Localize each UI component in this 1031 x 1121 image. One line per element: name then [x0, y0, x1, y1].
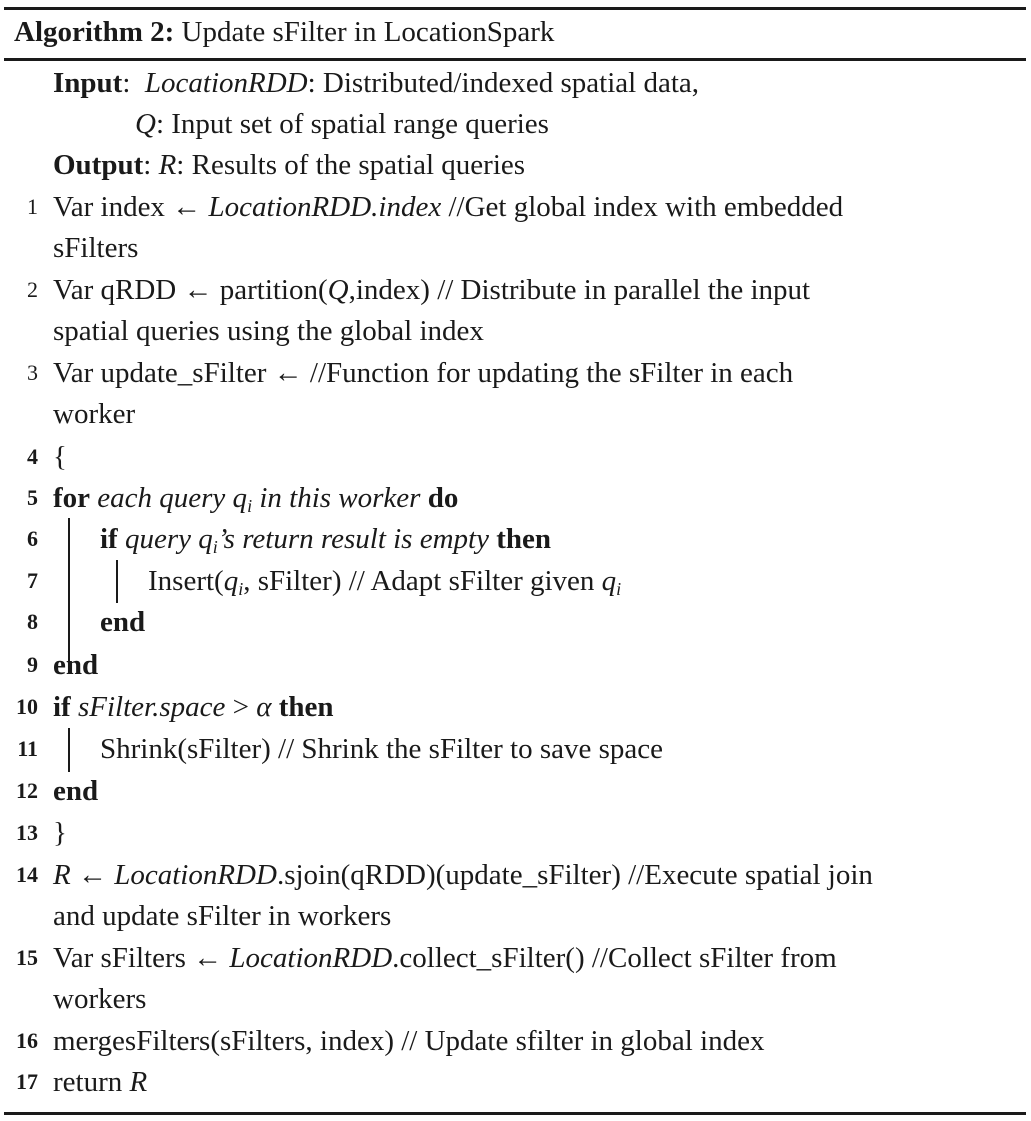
- code-line-15-cont: workers: [53, 983, 147, 1015]
- keyword-then: then: [271, 691, 334, 723]
- line-number: 9: [27, 652, 38, 677]
- code-text: return: [53, 1066, 130, 1098]
- code-italic: R: [53, 859, 71, 891]
- keyword-for: for: [53, 482, 91, 514]
- line-number: 8: [27, 609, 38, 634]
- code-line-15: [53, 941, 837, 975]
- top-rule: [4, 7, 1026, 10]
- algorithm-label: Algorithm 2:: [14, 16, 175, 48]
- code-text: >: [225, 691, 257, 723]
- line-number: 6: [27, 526, 38, 551]
- code-comment: , sFilter) // Adapt sFilter given: [243, 565, 602, 597]
- input-line: Input: LocationRDD: Distributed/indexed spatial data,: [53, 67, 700, 99]
- code-line-14-cont: and update sFilter in workers: [53, 900, 392, 932]
- line-number: 15: [16, 945, 38, 970]
- code-italic: LocationRDD.index: [208, 191, 442, 223]
- line-number: 5: [27, 485, 38, 510]
- code-line-2-cont: spatial queries using the global index: [53, 315, 484, 347]
- code-comment: .sjoin(qRDD)(update_sFilter) //Execute spatial join: [276, 859, 873, 891]
- code-italic: LocationRDD: [229, 942, 393, 974]
- code-comment: //Get global index with embedded: [441, 191, 844, 223]
- code-line-2: [53, 273, 810, 307]
- code-line-16: mergesFilters(sFilters, index) // Update sfilter in global index: [53, 1025, 765, 1057]
- algorithm-title: [14, 15, 554, 49]
- code-italic: ’s return result is empty: [217, 523, 497, 555]
- code-line-7: [148, 564, 621, 598]
- bottom-rule: [4, 1112, 1026, 1115]
- code-line-1-cont: sFilters: [53, 232, 139, 264]
- code-line-10: [53, 690, 334, 724]
- algorithm-name: Update sFilter in LocationSpark: [181, 16, 555, 48]
- code-italic: q: [223, 565, 239, 597]
- output-var-r: R: [158, 149, 177, 181]
- input-desc-1: : Distributed/indexed spatial data,: [307, 67, 700, 99]
- code-line-12: end: [53, 775, 99, 807]
- line-number: 11: [17, 736, 38, 761]
- keyword-then: then: [496, 523, 552, 555]
- subscript: i: [247, 496, 253, 516]
- code-line-3-cont: worker: [53, 398, 136, 430]
- line-number: 3: [27, 360, 38, 385]
- code-line-5: [53, 481, 458, 515]
- code-line-9: end: [53, 649, 99, 681]
- code-italic: Q: [327, 274, 349, 306]
- code-line-4: {: [53, 441, 67, 473]
- line-number: 12: [16, 778, 38, 803]
- code-comment: .collect_sFilter() //Collect sFilter from: [392, 942, 837, 974]
- code-italic: sFilter.space: [70, 691, 226, 723]
- keyword-if: if: [53, 691, 71, 723]
- input-var-q: Q: [135, 108, 156, 140]
- code-text: Var sFilters ←: [53, 942, 230, 974]
- keyword-do: do: [427, 482, 459, 514]
- alpha-symbol: α: [256, 691, 272, 723]
- line-number: 16: [16, 1028, 38, 1053]
- subscript: i: [212, 537, 218, 557]
- loop-block-bar: [68, 518, 70, 663]
- code-line-11: Shrink(sFilter) // Shrink the sFilter to save space: [100, 733, 664, 765]
- input-line-2: [135, 107, 549, 141]
- line-number: 10: [16, 694, 38, 719]
- output-line: Output: R: Results of the spatial queries: [53, 149, 526, 181]
- code-line-8: end: [100, 606, 146, 638]
- code-line-6: [100, 522, 551, 556]
- code-text: ←: [70, 859, 115, 891]
- line-number: 14: [16, 862, 38, 887]
- code-line-3: Var update_sFilter ← //Function for updating the sFilter in each: [53, 357, 794, 389]
- line-number: 13: [16, 820, 38, 845]
- input-label: Input: [53, 67, 123, 99]
- code-comment: ,index) // Distribute in parallel the input: [348, 274, 811, 306]
- code-italic: LocationRDD: [114, 859, 277, 891]
- keyword-if: if: [100, 523, 118, 555]
- code-line-1: [53, 190, 843, 224]
- output-label: Output: [53, 149, 144, 181]
- code-text: Insert(: [148, 565, 224, 597]
- input-desc-2: : Input set of spatial range queries: [155, 108, 549, 140]
- output-desc: : Results of the spatial queries: [176, 149, 526, 181]
- code-italic: each query q: [90, 482, 248, 514]
- code-italic: in this worker: [252, 482, 428, 514]
- line-number: 2: [27, 277, 38, 302]
- code-line-14: [53, 858, 873, 892]
- line-number: 7: [27, 568, 38, 593]
- input-var-locationrdd: LocationRDD: [144, 67, 308, 99]
- code-line-13: }: [53, 817, 67, 849]
- if-block-bar: [116, 560, 118, 603]
- line-number: 1: [27, 194, 38, 219]
- code-italic: q: [601, 565, 617, 597]
- code-text: Var qRDD ← partition(: [53, 274, 328, 306]
- if-block-bar: [68, 728, 70, 772]
- code-text: Var index ←: [53, 191, 209, 223]
- line-number: 4: [27, 444, 38, 469]
- line-number: 17: [16, 1069, 38, 1094]
- code-italic: R: [129, 1066, 148, 1098]
- code-line-17: [53, 1065, 147, 1099]
- header-rule: [4, 58, 1026, 61]
- code-italic: query q: [117, 523, 213, 555]
- subscript: i: [238, 579, 244, 599]
- subscript: i: [616, 579, 622, 599]
